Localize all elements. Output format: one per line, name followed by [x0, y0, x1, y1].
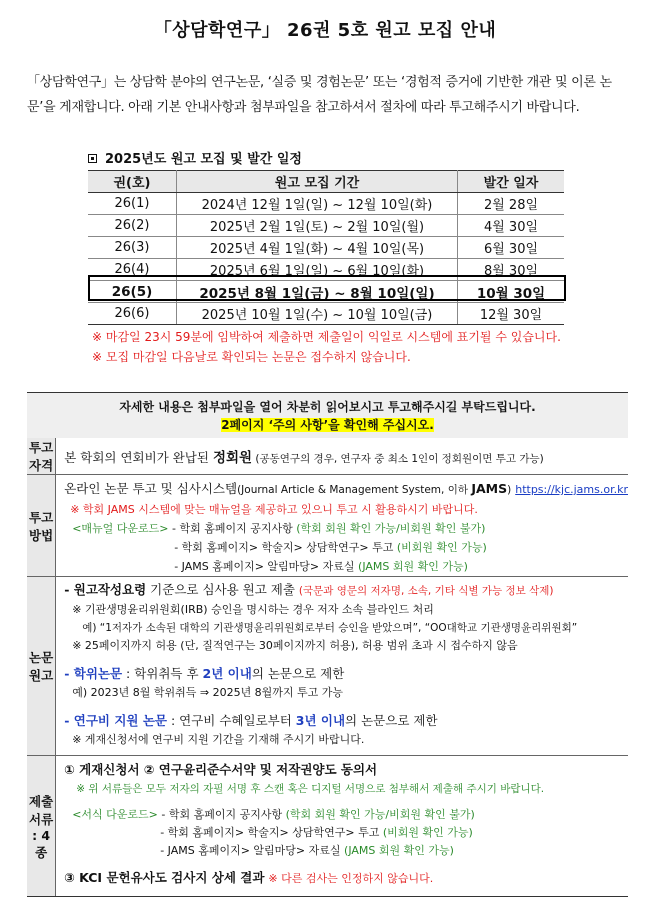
label-documents: 제출서류 : 4종	[27, 756, 56, 897]
schedule-heading: 2025년도 원고 모집 및 발간 일정	[88, 148, 302, 167]
cell-issue: 26(3)	[88, 237, 177, 259]
cell-issue: 26(5)	[88, 281, 177, 303]
documents-signature-note: ※ 위 서류들은 모두 저자의 자필 서명 후 스캔 혹은 디지털 서명으로 첨부해서 제출해 주시기 바랍니다.	[76, 783, 545, 795]
page-title: 「상담학연구」 26권 5호 원고 모집 안내	[153, 20, 497, 41]
kci-line: ③ KCI 문헌유사도 검사지 상세 결과 ※ 다른 검사는 인정하지 않습니다.	[64, 870, 434, 885]
table-row	[88, 215, 564, 237]
table-row	[88, 303, 564, 325]
info-banner	[27, 392, 628, 438]
col-header-period: 원고 모집 기간	[177, 171, 458, 193]
cell-issue: 26(6)	[88, 303, 177, 325]
schedule-table	[88, 170, 564, 325]
cell-period: 2024년 12월 1일(일) ~ 12월 10일(화)	[177, 193, 458, 215]
row-paper: 논문 원고 - 원고작성요령 기준으로 심사용 원고 제출 (국문과 영문의 저자명, 소속, 기타 식별 가능 정보 삭제) ※ 기관생명윤리위원회(IRB) 승인을 명시하는 경우 저자 소속 블라인드 처리 예) “1저자가 소속된 대학의 기관생명윤리위원회로부터 승인을 받았으며”, “OO대학교 기관생명윤리위원회” ※ 25페이지까지 허용 (단, 질적연구는 30페이지까지 허용), 허용 범위 초과 시 접수하지 않음 - 학위논문 : 학위취득 후 2년 이내의 논문으로 제한 예) 2023년 8월 학위취득 ⇒ 2025년 8월까지 투고 가능 - 연구비 지원 논문 : 연구비 수혜일로부터 3년 이내의 논문으로 제한 ※ 게재신청서에 연구비 지원 기간을 기재해 주시기 바랍니다.	[27, 577, 628, 756]
cell-period: 2025년 2월 1일(토) ~ 2월 10일(월)	[177, 215, 458, 237]
info-line-2: 2페이지 ‘주의 사항’을 확인해 주십시오.	[221, 418, 434, 432]
cell-date: 12월 30일	[458, 303, 565, 325]
current-issue-highlight-box	[88, 275, 566, 301]
thesis-line: - 학위논문 : 학위취득 후 2년 이내의 논문으로 제한	[64, 666, 345, 681]
label-method: 투고 방법	[27, 475, 56, 577]
qualification-text: 본 학회의 연회비가 완납된 정회원 (공동연구의 경우, 연구자 중 최소 1인이 정회원이면 투고 가능)	[64, 450, 544, 466]
note-late: ※ 모집 마감일 다음날로 확인되는 논문은 접수하지 않습니다.	[92, 350, 411, 364]
cell-issue: 26(4)	[88, 259, 177, 281]
square-bullet-icon	[88, 154, 97, 163]
col-header-date: 발간 일자	[458, 171, 565, 193]
label-paper: 논문 원고	[27, 577, 56, 756]
cell-period: 2025년 6월 1일(일) ~ 6월 10일(화)	[177, 259, 458, 281]
schedule-notes	[92, 327, 561, 367]
cell-date: 2월 28일	[458, 193, 565, 215]
cell-period: 2025년 10월 1일(수) ~ 10월 10일(금)	[177, 303, 458, 325]
paper-guide-line: - 원고작성요령 기준으로 심사용 원고 제출 (국문과 영문의 저자명, 소속, 기타 식별 가능 정보 삭제)	[64, 582, 554, 597]
cell-period: 2025년 4월 1일(화) ~ 4월 10일(목)	[177, 237, 458, 259]
row-qualification	[27, 438, 628, 475]
cell-date: 10월 30일	[458, 281, 565, 303]
note-deadline: ※ 마감일 23시 59분에 임박하여 제출하면 제출일이 익일로 시스템에 표기될 수 있습니다.	[92, 330, 561, 344]
row-documents: 제출서류 : 4종 ① 게재신청서 ② 연구윤리준수서약 및 저작권양도 동의서 ※ 위 서류들은 모두 저자의 자필 서명 후 스캔 혹은 디지털 서명으로 첨부해서 제출해 주시기 바랍니다. <서식 다운로드> - 학회 홈페이지 공지사항 (학회 회원 확인 가능/비회원 확인 불가) - 학회 홈페이지> 학술지> 상담학연구> 투고 (비회원 확인 가능) - JAMS 홈페이지> 알림마당> 자료실 (JAMS 회원 확인 가능) ③ KCI 문헌유사도 검사지 상세 결과 ※ 다른 검사는 인정하지 않습니다.	[27, 756, 628, 897]
cell-date: 8월 30일	[458, 259, 565, 281]
jams-link[interactable]: https://kjc.jams.or.kr	[515, 483, 628, 496]
cell-issue: 26(1)	[88, 193, 177, 215]
table-row	[88, 237, 564, 259]
guideline-table	[27, 438, 628, 897]
table-row	[88, 193, 564, 215]
cell-date: 4월 30일	[458, 215, 565, 237]
info-line-1: 자세한 내용은 첨부파일을 열어 차분히 읽어보시고 투고해주시길 부탁드립니다.	[119, 400, 536, 414]
intro-paragraph: 「상담학연구」는 상담학 분야의 연구논문, ‘실증 및 경험논문’ 또는 ‘경험적 증거에 기반한 개관 및 이론 논문’을 게재합니다. 아래 기본 안내사항과 첨부파일을 참고하셔서 절차에 따라 투고해주시기 바랍니다.	[27, 75, 612, 115]
cell-issue: 26(2)	[88, 215, 177, 237]
funded-line: - 연구비 지원 논문 : 연구비 수혜일로부터 3년 이내의 논문으로 제한	[64, 713, 438, 728]
cell-date: 6월 30일	[458, 237, 565, 259]
manual-download-label: <매뉴얼 다운로드>	[72, 522, 169, 535]
method-manual-note: ※ 학회 JAMS 시스템에 맞는 매뉴얼을 제공하고 있으니 투고 시 활용하시기 바랍니다.	[70, 503, 478, 516]
method-line-1: 온라인 논문 투고 및 심사시스템(Journal Article & Management System, 이하 JAMS) https://kjc.jams.or.kr	[64, 481, 628, 496]
form-download-label: <서식 다운로드>	[72, 808, 158, 821]
schedule-header-row	[88, 171, 564, 193]
row-method: 투고 방법 온라인 논문 투고 및 심사시스템(Journal Article & Management System, 이하 JAMS) https://kjc.jams.or.kr ※ 학회 JAMS 시스템에 맞는 매뉴얼을 제공하고 있으니 투고 시 활용하시기 바랍니다. <매뉴얼 다운로드> - 학회 홈페이지 공지사항 (학회 회원 확인 가능/비회원 확인 불가) - 학회 홈페이지> 학술지> 상담학연구> 투고 (비회원 확인 가능) - JAMS 홈페이지> 알림마당> 자료실 (JAMS 회원 확인 가능)	[27, 475, 628, 577]
cell-period: 2025년 8월 1일(금) ~ 8월 10일(일)	[177, 281, 458, 303]
col-header-issue: 권(호)	[88, 171, 177, 193]
label-qualification: 투고 자격	[27, 438, 56, 475]
documents-list: ① 게재신청서 ② 연구윤리준수서약 및 저작권양도 동의서	[64, 762, 378, 777]
